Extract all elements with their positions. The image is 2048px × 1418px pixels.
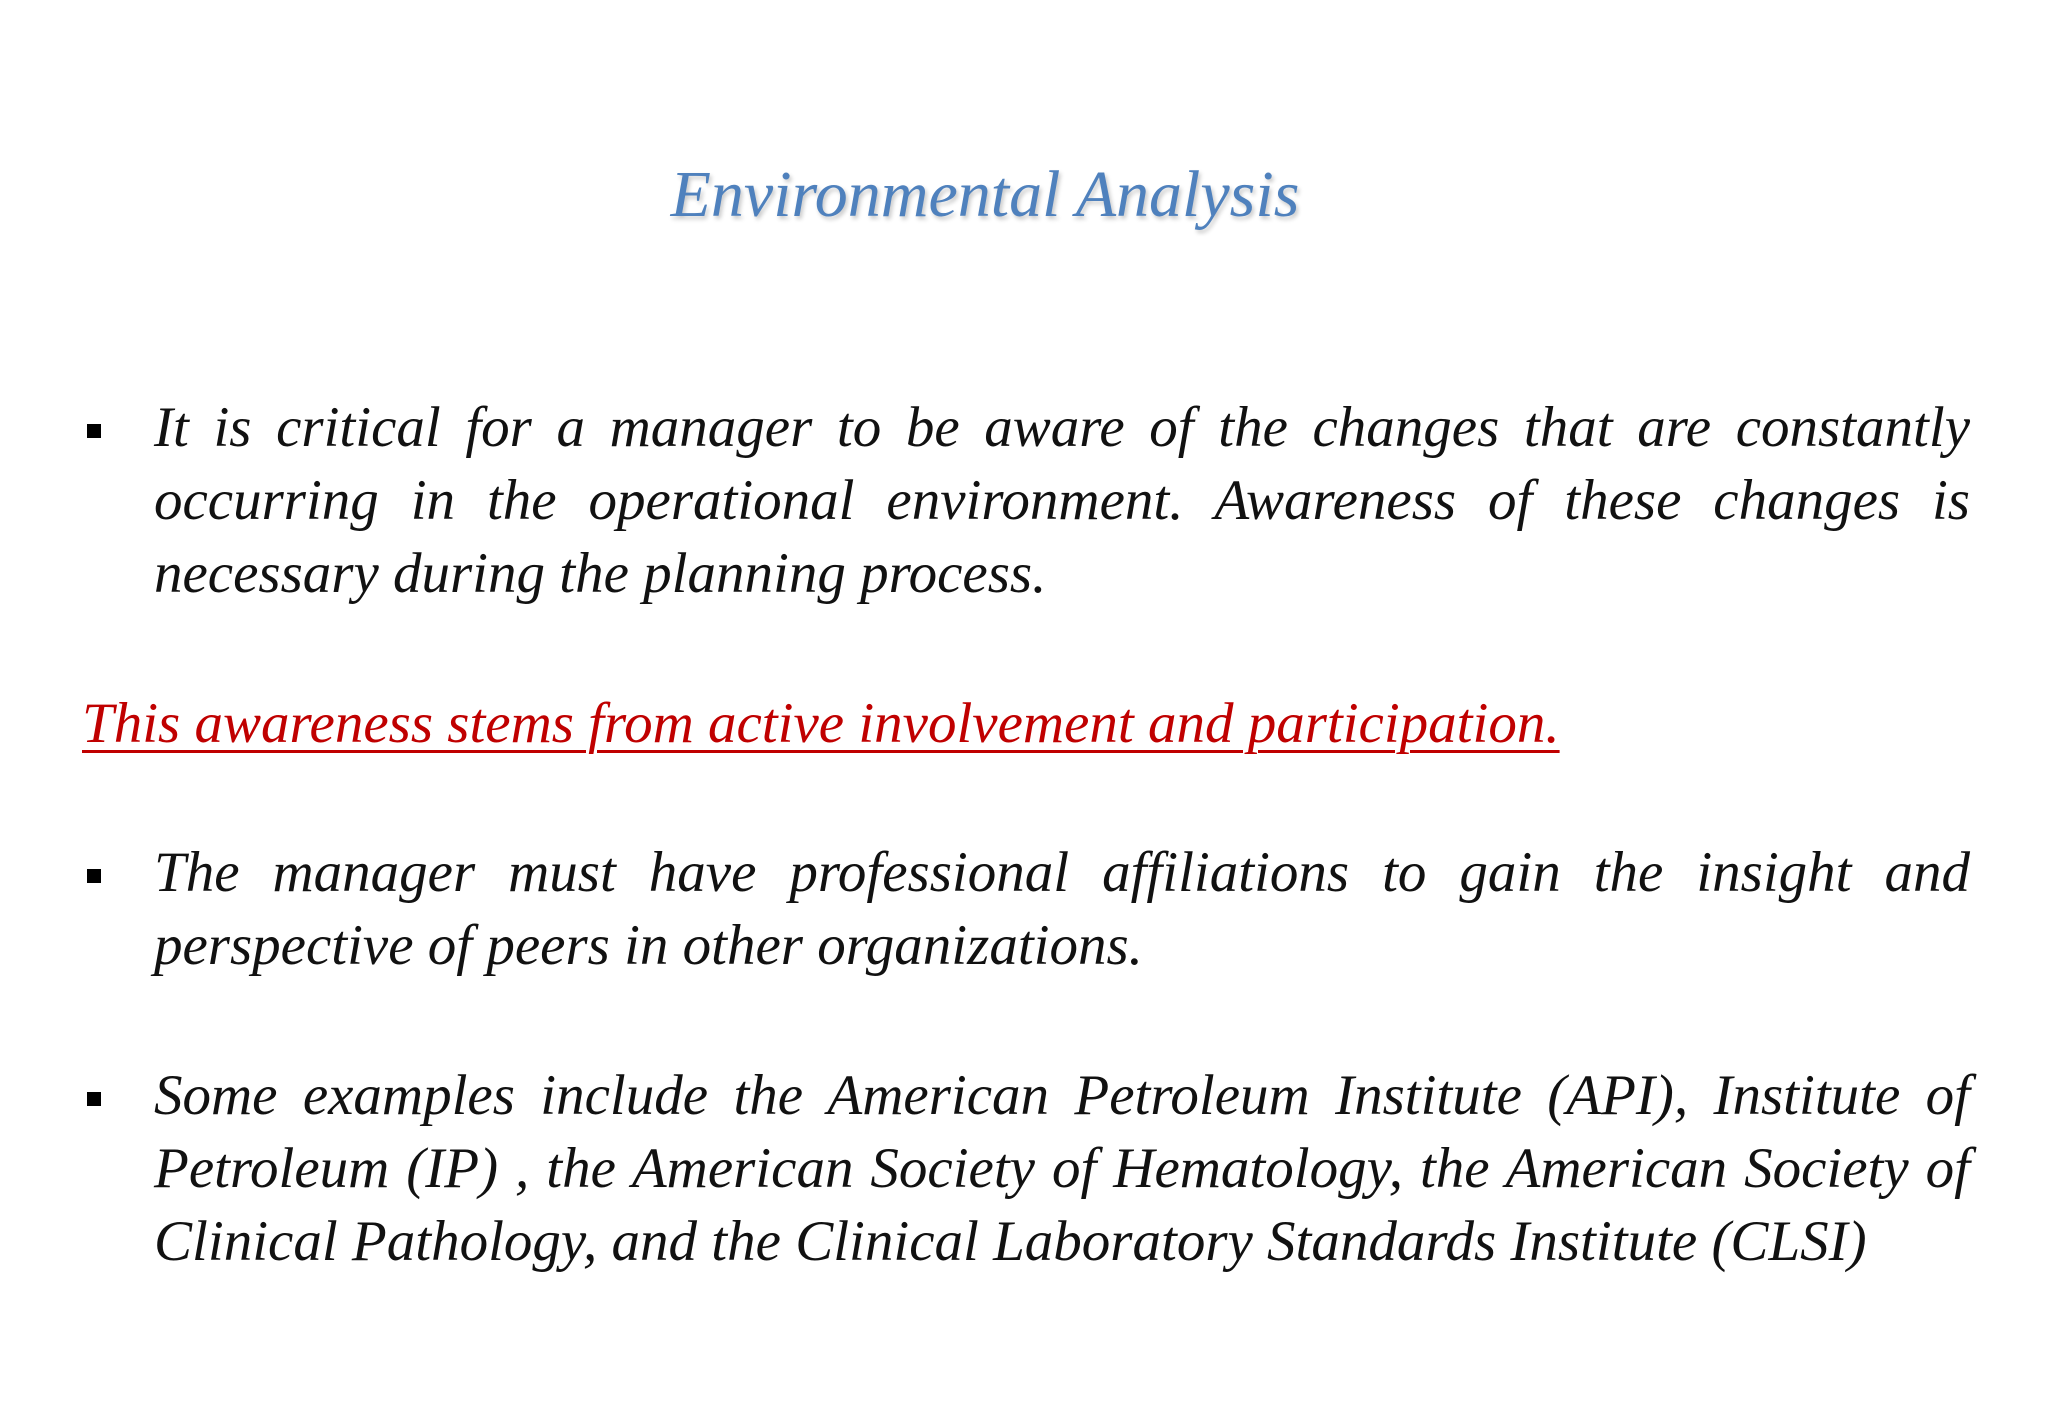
slide-title: Environmental Analysis bbox=[670, 158, 1300, 231]
bullet-item bbox=[80, 391, 1970, 610]
square-bullet-icon bbox=[87, 869, 101, 883]
bullet-item bbox=[80, 836, 1970, 982]
bullet-item bbox=[80, 1059, 1970, 1278]
square-bullet-icon bbox=[87, 1092, 101, 1106]
bullet-text: It is critical for a manager to be aware of the changes that are constantly occurring in the operational environment. Awareness of these changes is necessary during the planning process. bbox=[154, 396, 1970, 605]
square-bullet-icon bbox=[87, 424, 101, 438]
highlight-statement: This awareness stems from active involvement and participation. bbox=[82, 692, 1560, 755]
bullet-text: Some examples include the American Petroleum Institute (API), Institute of Petroleum (IP) , the American Society of Hematology, the American Society of Clinical Pathology, and the Clinical Laboratory Standards Institute (CLSI) bbox=[154, 1064, 1970, 1273]
bullet-text: The manager must have professional affiliations to gain the insight and perspective of peers in other organizations. bbox=[154, 841, 1970, 977]
